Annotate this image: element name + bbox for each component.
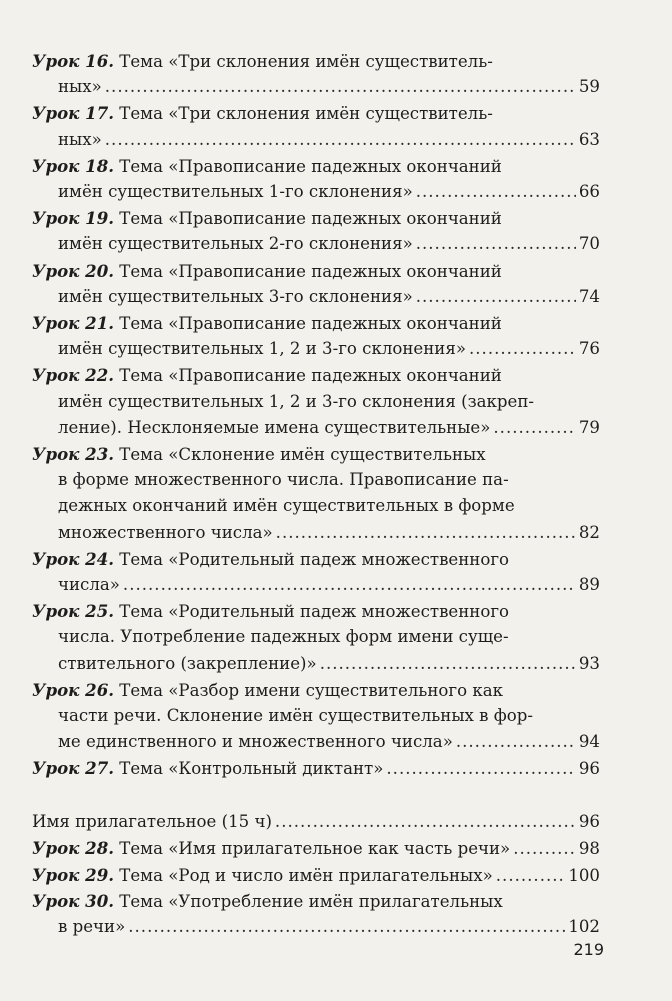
lesson-label: Урок 22. — [32, 365, 115, 386]
toc-entry-continuation — [58, 729, 600, 755]
entry-text: имён существительных 2-го склонения» — [58, 234, 413, 254]
lesson-label: Урок 21. — [32, 313, 115, 333]
lesson-label: Урок 18. — [32, 155, 115, 176]
entry-text: Тема «Правописание падежных окончаний — [119, 314, 502, 333]
entry-page: 102 — [568, 916, 600, 936]
dot-leader — [275, 809, 576, 835]
entry-page: 63 — [578, 129, 600, 149]
toc-entry-line — [32, 862, 600, 888]
toc-entry-line — [32, 100, 600, 126]
entry-text: Тема «Разбор имени существительного как — [119, 680, 503, 700]
entry-page: 59 — [578, 77, 600, 97]
toc-entry-line — [32, 755, 600, 781]
entry-text: Тема «Правописание падежных окончаний — [119, 156, 502, 176]
toc-entry-continuation — [58, 703, 600, 729]
toc-entry-continuation — [58, 520, 600, 546]
toc-entry-line — [32, 598, 600, 624]
entry-text: ствительного (закрепление)» — [58, 653, 317, 673]
lesson-label: Урок 30. — [32, 890, 115, 911]
entry-text: части речи. Склонение имён существительных в фор- — [58, 706, 533, 725]
entry-text: числа» — [58, 575, 120, 594]
entry-page: 100 — [568, 865, 600, 885]
dot-leader — [456, 729, 576, 755]
dot-leader — [386, 756, 575, 782]
toc-entry-continuation — [58, 179, 600, 205]
toc-entry-continuation — [58, 336, 600, 362]
entry-page: 98 — [578, 839, 600, 859]
entry-text: в речи» — [58, 916, 126, 936]
dot-leader — [128, 914, 565, 940]
toc-entry-line — [32, 362, 600, 388]
entry-text: Тема «Контрольный диктант» — [119, 759, 384, 779]
lesson-label: Урок 20. — [32, 260, 115, 281]
entry-text: ление). Несклоняемые имена существительные» — [58, 417, 491, 437]
toc-entry-line — [32, 48, 600, 74]
toc-entry-continuation — [58, 572, 600, 598]
dot-leader — [123, 572, 576, 598]
dot-leader — [416, 179, 576, 205]
entry-text: Тема «Правописание падежных окончаний — [119, 209, 502, 229]
toc-entry-continuation — [58, 127, 600, 153]
entry-text: в форме множественного числа. Правописание па- — [58, 470, 509, 490]
lesson-label: Урок 24. — [32, 548, 115, 569]
dot-leader — [496, 863, 566, 889]
entry-text: имён существительных 1, 2 и 3-го склонения» — [58, 339, 466, 359]
entry-text: Тема «Три склонения имён существитель- — [119, 52, 493, 71]
section-heading — [32, 809, 600, 835]
entry-page: 94 — [578, 732, 600, 752]
dot-leader — [276, 520, 576, 546]
entry-text: Тема «Правописание падежных окончаний — [119, 261, 502, 281]
entry-text: ме единственного и множественного числа» — [58, 732, 453, 752]
entry-text: ных» — [58, 77, 102, 97]
lesson-label: Урок 27. — [32, 758, 115, 779]
toc-entry-continuation — [58, 914, 600, 940]
entry-text: Тема «Правописание падежных окончаний — [119, 366, 502, 386]
lesson-label: Урок 29. — [32, 864, 115, 885]
toc-entry-line — [32, 441, 600, 467]
toc-entry-continuation — [58, 389, 600, 415]
toc-entry-line — [32, 205, 600, 231]
lesson-label: Урок 25. — [32, 601, 115, 622]
lesson-label: Урок 16. — [32, 51, 115, 71]
entry-text: Тема «Три склонения имён существитель- — [119, 104, 493, 124]
toc-entry-continuation — [58, 651, 600, 677]
toc-entry-line — [32, 835, 600, 861]
dot-leader — [513, 836, 576, 862]
entry-text: имён существительных 1-го склонения» — [58, 182, 413, 201]
entry-text: Тема «Склонение имён существительных — [119, 445, 486, 464]
lesson-label: Урок 19. — [32, 208, 115, 229]
entry-text: числа. Употребление падежных форм имени суще- — [58, 627, 509, 647]
toc-entry-line — [32, 888, 600, 914]
entry-page: 89 — [578, 575, 600, 594]
toc-entry-continuation — [58, 493, 600, 519]
entry-page: 96 — [578, 759, 600, 779]
toc-entry-continuation — [58, 74, 600, 100]
entry-text: Тема «Имя прилагательное как часть речи» — [119, 839, 511, 859]
entry-text: Тема «Родительный падеж множественного — [119, 549, 510, 569]
entry-text: имён существительных 1, 2 и 3-го склонения (закреп- — [58, 391, 535, 411]
dot-leader — [469, 336, 576, 362]
entry-page: 66 — [578, 182, 600, 201]
page-number: 219 — [573, 940, 604, 959]
dot-leader — [105, 127, 576, 153]
lesson-label: Урок 23. — [32, 444, 115, 464]
entry-page: 82 — [578, 522, 600, 542]
entry-text: Тема «Употребление имён прилагательных — [119, 891, 503, 911]
entry-text: Тема «Родительный падеж множественного — [119, 602, 510, 622]
lesson-label: Урок 17. — [32, 103, 115, 124]
toc-entry-continuation — [58, 624, 600, 650]
lesson-label: Урок 26. — [32, 679, 115, 700]
dot-leader — [416, 284, 576, 310]
toc-entry-continuation — [58, 467, 600, 493]
dot-leader — [416, 231, 576, 257]
entry-page: 79 — [578, 417, 600, 437]
entry-page: 70 — [578, 234, 600, 254]
lesson-label: Урок 28. — [32, 838, 115, 859]
dot-leader — [320, 651, 576, 677]
toc-entry-continuation — [58, 415, 600, 441]
entry-page: 74 — [578, 286, 600, 306]
toc-entry-line — [32, 546, 600, 572]
entry-text: дежных окончаний имён существительных в форме — [58, 496, 515, 516]
toc-entry-line — [32, 677, 600, 703]
entry-page: 76 — [578, 339, 600, 359]
toc-entry-line — [32, 153, 600, 179]
entry-text: ных» — [58, 129, 102, 149]
toc-entry-continuation — [58, 231, 600, 257]
entry-text: множественного числа» — [58, 522, 273, 542]
dot-leader — [493, 415, 575, 441]
toc-entry-line — [32, 310, 600, 336]
entry-page: 96 — [578, 812, 600, 832]
dot-leader — [105, 74, 576, 100]
toc-entry-continuation — [58, 284, 600, 310]
toc-entry-line — [32, 258, 600, 284]
entry-text: Имя прилагательное (15 ч) — [32, 812, 272, 832]
entry-text: Тема «Род и число имён прилагательных» — [119, 865, 493, 885]
entry-text: имён существительных 3-го склонения» — [58, 286, 413, 306]
entry-page: 93 — [578, 653, 600, 673]
